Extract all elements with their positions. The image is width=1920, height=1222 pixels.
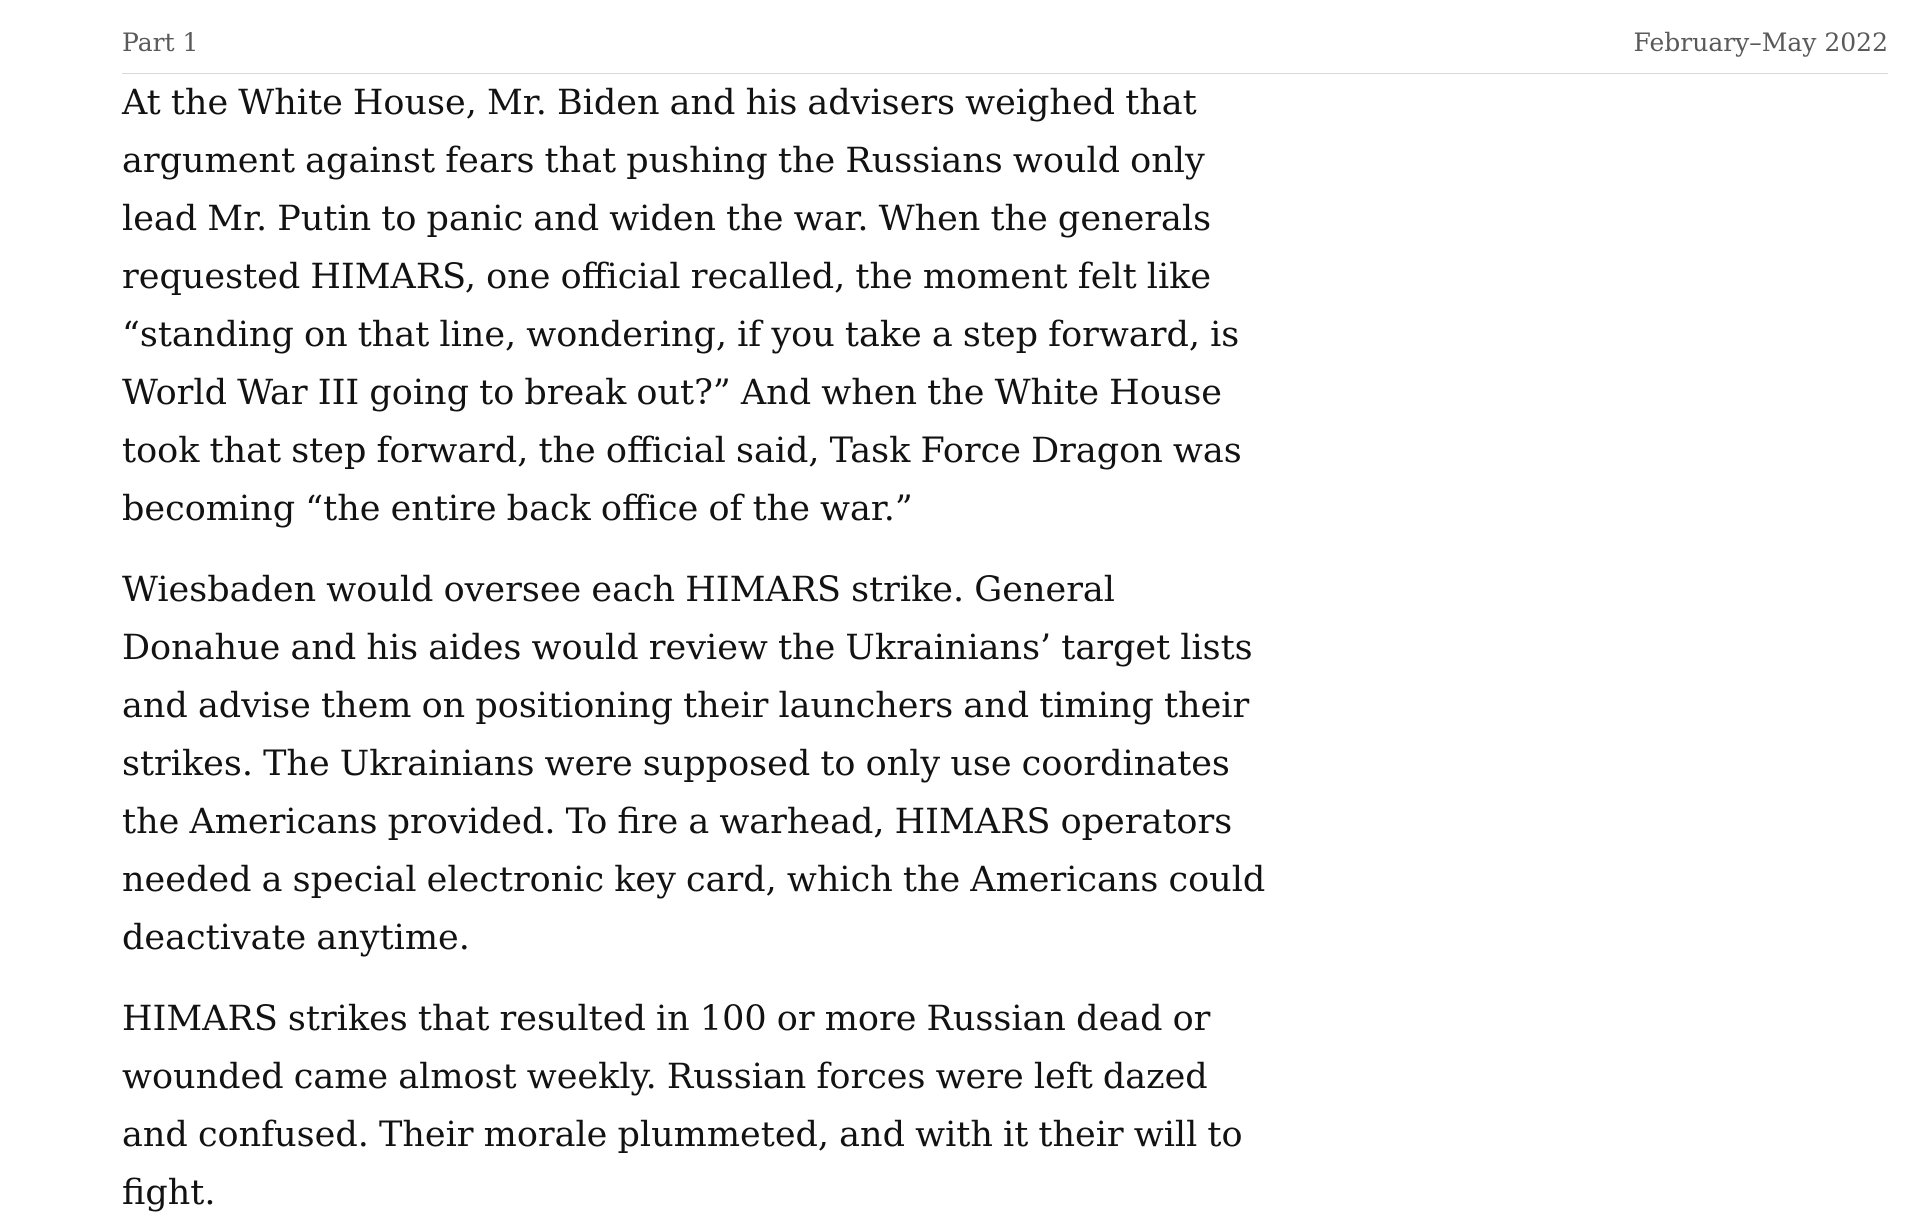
date-range: February–May 2022 [1633,28,1888,57]
article-body [122,74,1282,1222]
paragraph-2: Wiesbaden would oversee each HIMARS strike. General Donahue and his aides would review the Ukrainians’ target lists and advise them on positioning their launchers and timing their strikes. The Ukrainians were supposed to only use coordinates the Americans provided. To fire a warhead, HIMARS operators needed a special electronic key card, which the Americans could deactivate anytime. [122,570,1266,958]
paragraph-3: HIMARS strikes that resulted in 100 or more Russian dead or wounded came almost weekly. Russian forces were left dazed and confused. Their morale plummeted, and with it their will to fight. [122,999,1243,1213]
paragraph-1: At the White House, Mr. Biden and his advisers weighed that argument against fears that pushing the Russians would only lead Mr. Putin to panic and widen the war. When the generals requested HIMARS, one official recalled, the moment felt like “standing on that line, wondering, if you take a step forward, is World War III going to break out?” And when the White House took that step forward, the official said, Task Force Dragon was becoming “the entire back office of the war.” [122,83,1242,529]
section-label: Part 1 [122,28,199,57]
article-header [122,0,1888,74]
